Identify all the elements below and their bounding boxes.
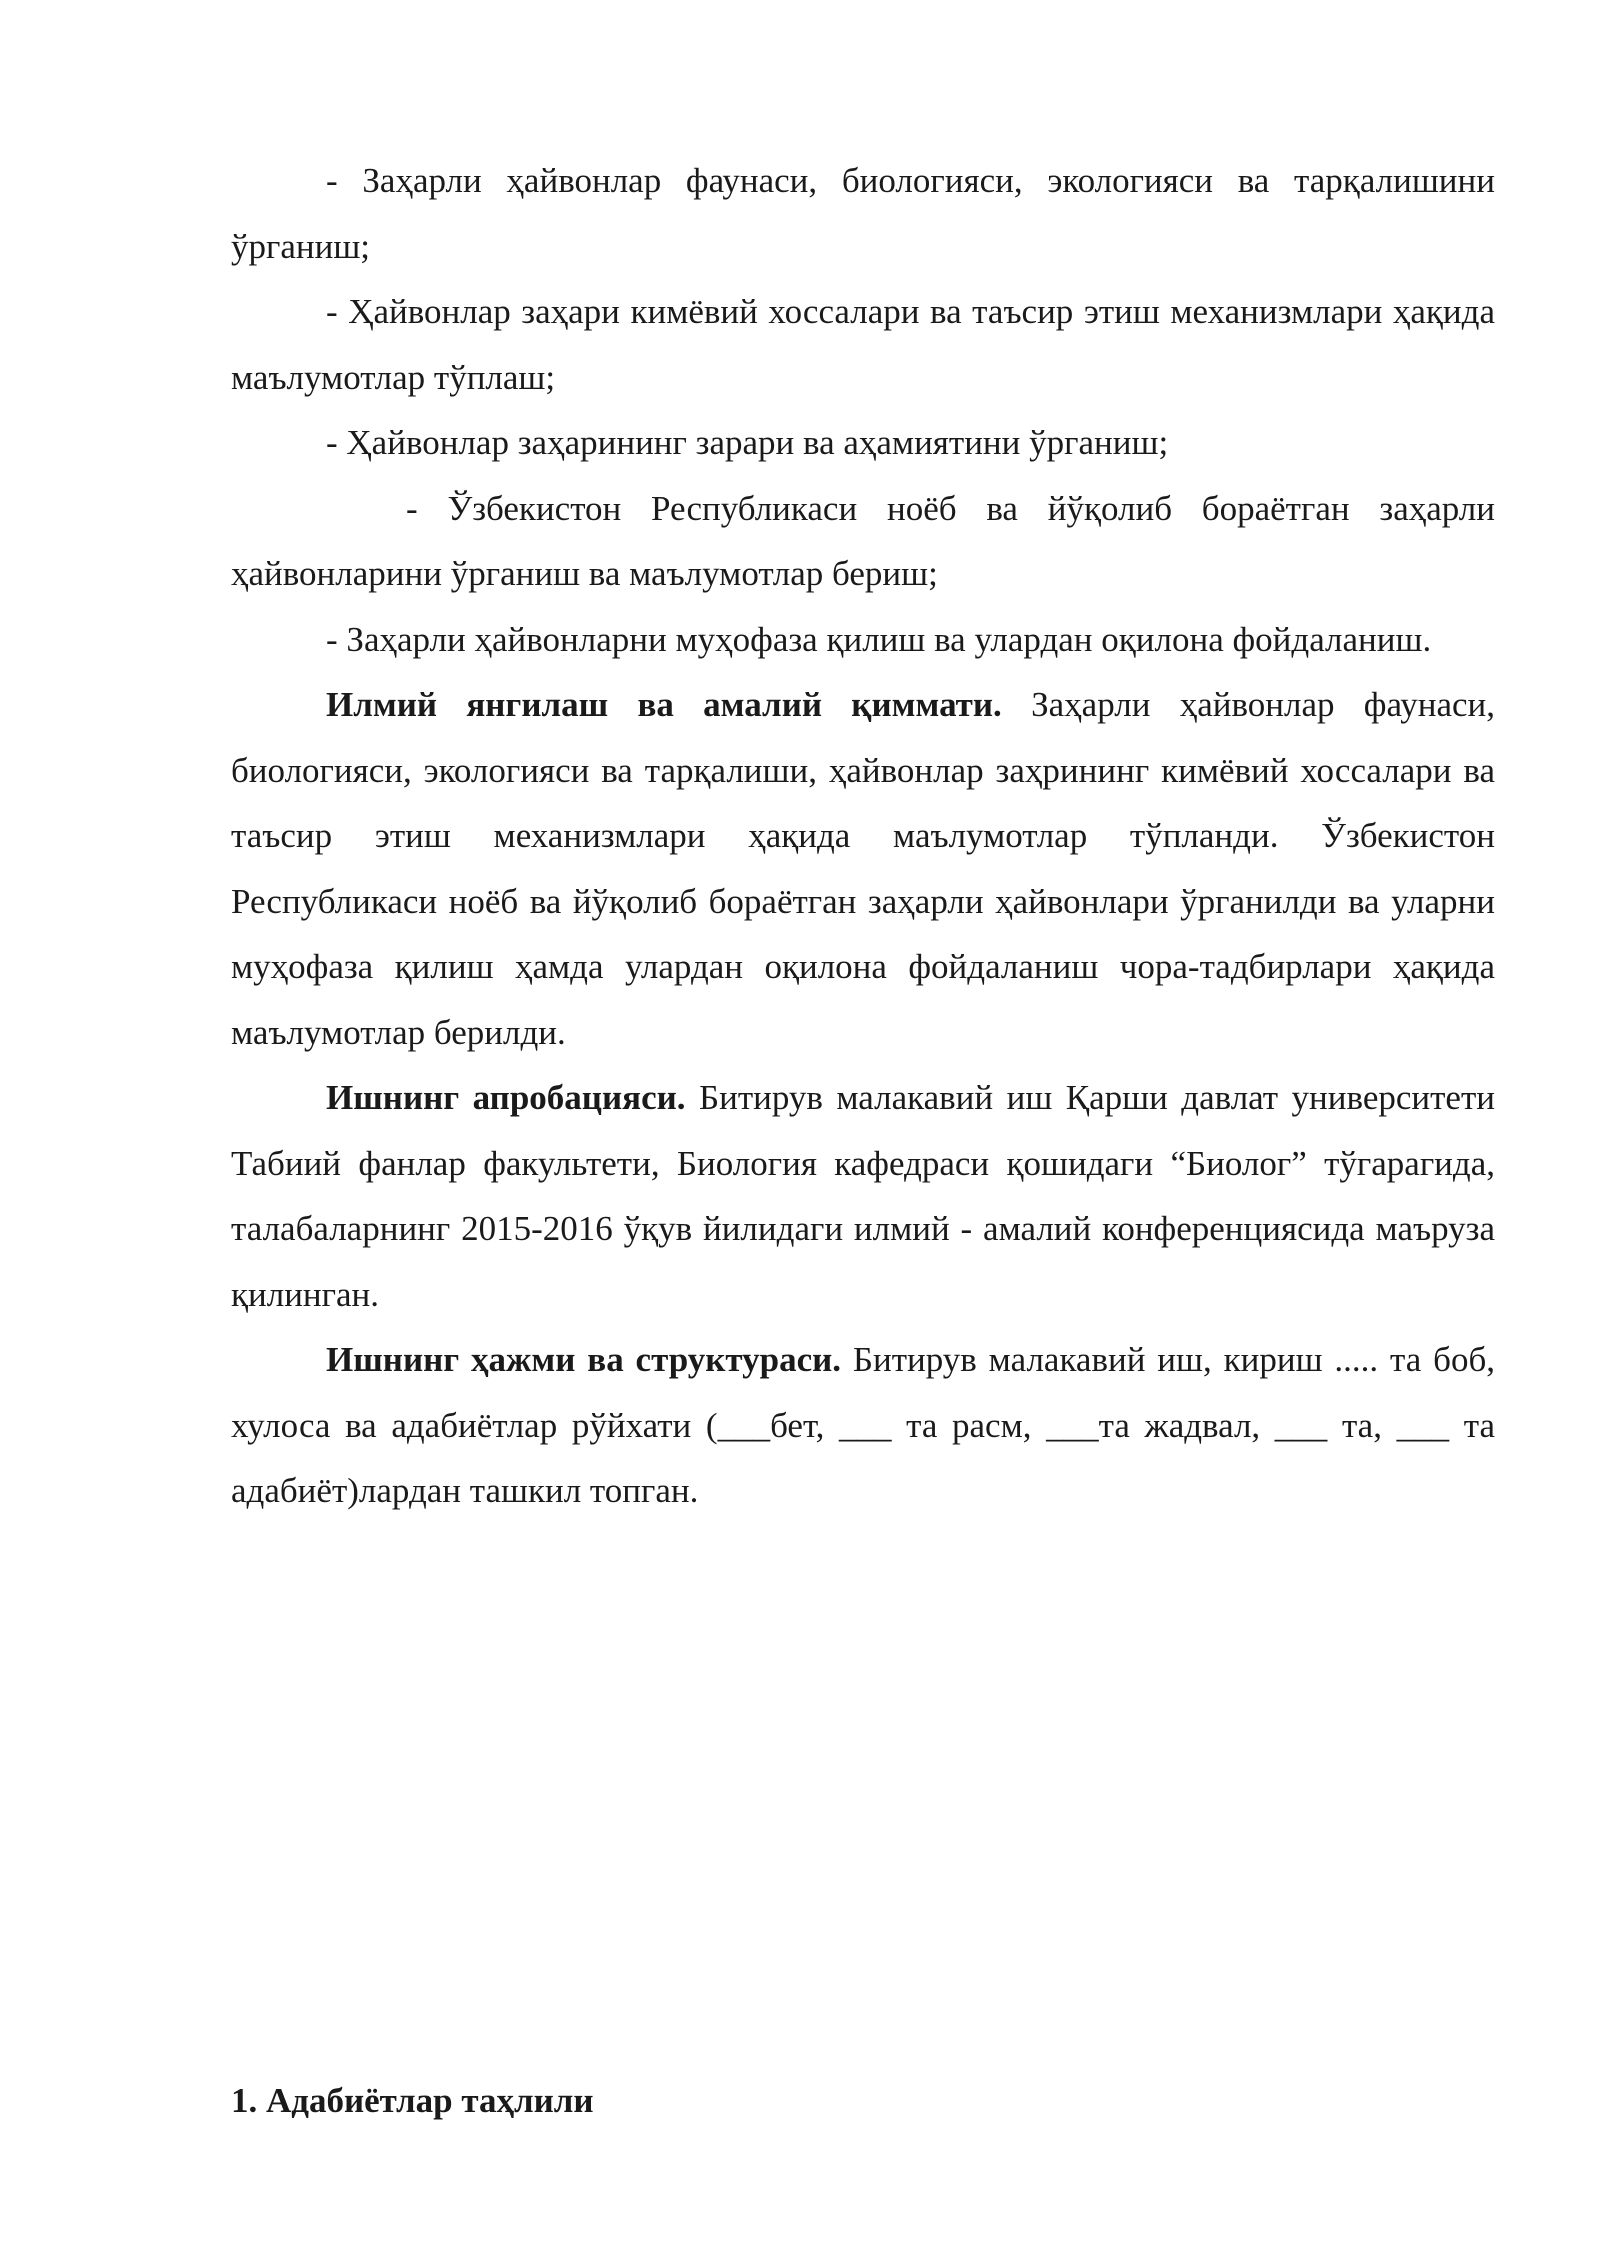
approbation-paragraph bbox=[231, 1065, 1495, 1327]
novelty-paragraph bbox=[231, 672, 1495, 1065]
structure-text: Битирув малакавий иш, кириш ..... та боб, хулоса ва адабиётлар рўйхати (___бет, ___ та расм, ___та жадвал, ___ та, ___ та адабиёт)лардан ташкил топган. bbox=[231, 1340, 1495, 1510]
list-item: - Заҳарли ҳайвонлар фаунаси, биологияси, экологияси ва тарқалишини ўрганиш; bbox=[231, 161, 1495, 266]
novelty-title: Илмий янгилаш ва амалий қиммати. bbox=[326, 685, 1002, 724]
list-item: - Ҳайвонлар заҳари кимёвий хоссалари ва таъсир этиш механизмлари ҳақида маълумотлар тўплаш; bbox=[231, 292, 1495, 397]
approbation-text: Битирув малакавий иш Қарши давлат университети Табиий фанлар факультети, Биология кафедраси қошидаги “Биолог” тўгарагида, талабаларнинг 2015-2016 ўқув йилидаги илмий - амалий конференциясида маъруза қилинган. bbox=[231, 1078, 1495, 1314]
list-item: - Заҳарли ҳайвонларни муҳофаза қилиш ва улардан оқилона фойдаланиш. bbox=[326, 619, 1432, 659]
document-body bbox=[231, 148, 1495, 1524]
approbation-title: Ишнинг апробацияси. bbox=[326, 1078, 686, 1117]
section-heading: 1. Адабиётлар таҳлили bbox=[231, 2081, 594, 2120]
novelty-text: Заҳарли ҳайвонлар фаунаси, биологияси, экологияси ва тарқалиши, ҳайвонлар заҳрининг кимёвий хоссалари ва таъсир этиш механизмлари ҳақида маълумотлар тўпланди. Ўзбекистон Республикаси ноёб ва йўқолиб бораётган заҳарли ҳайвонлари ўрганилди ва уларни муҳофаза қилиш ҳамда улардан оқилона фойдаланиш чора-тадбирлари ҳақида маълумотлар берилди. bbox=[231, 685, 1495, 1052]
structure-title: Ишнинг ҳажми ва структураси. bbox=[326, 1340, 842, 1379]
list-item: - Ҳайвонлар заҳарининг зарари ва аҳамиятини ўрганиш; bbox=[326, 423, 1169, 462]
structure-paragraph bbox=[231, 1327, 1495, 1524]
list-item: - Ўзбекистон Республикаси ноёб ва йўқолиб бораётган заҳарли ҳайвонларини ўрганиш ва маълумотлар бериш; bbox=[231, 488, 1495, 593]
